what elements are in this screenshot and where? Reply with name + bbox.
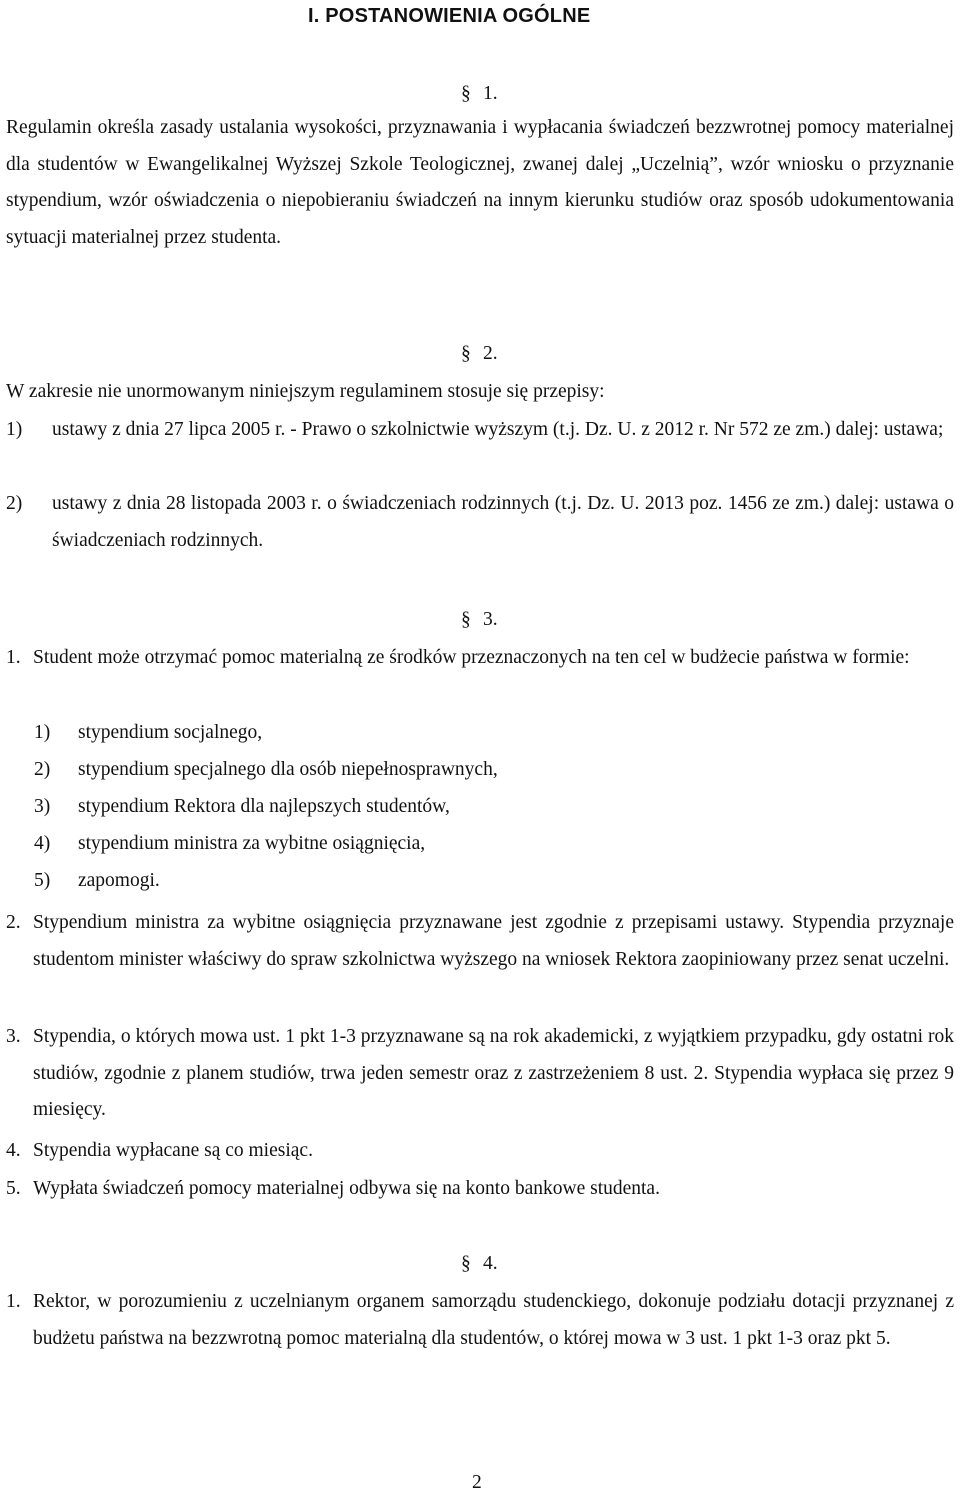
numbered-point [6,1133,954,1170]
section-1-heading [461,80,498,108]
section-sign: § [461,83,471,104]
section-2-heading [461,340,498,368]
point-number: 2. [6,912,21,933]
list-item-number: 4) [34,833,51,854]
numbered-point [6,1019,954,1130]
point-number: 1. [6,1291,21,1312]
point-number: 4. [6,1140,21,1161]
section-number: 3. [483,609,498,630]
point-text: Stypendia wypłacane są co miesiąc. [33,1140,313,1161]
point-number: 1. [6,647,21,668]
section-number: 1. [483,83,498,104]
section-number: 4. [483,1253,498,1274]
point-text: Stypendium ministra za wybitne osiągnięcia przyznawane jest zgodnie z przepisami ustawy. Stypendia przyznaje studentom minister właściwy do spraw szkolnictwa wyższego na wniosek Rektora zaopiniowany przez senat uczelni. [33,912,954,970]
list-item [34,789,954,826]
point-text: Rektor, w porozumieniu z uczelnianym organem samorządu studenckiego, dokonuje podziału dotacji przyznanej z budżetu państwa na bezzwrotną pomoc materialną dla studentów, o której mowa w 3 ust. 1 pkt 1-3 oraz pkt 5. [33,1291,954,1349]
numbered-point [6,905,954,1016]
list-item-number: 3) [34,796,51,817]
list-item [34,752,954,789]
list-item-text: stypendium ministra za wybitne osiągnięcia, [78,833,426,854]
section-sign: § [461,1253,471,1274]
point-text: Wypłata świadczeń pomocy materialnej odbywa się na konto bankowe studenta. [33,1178,660,1199]
list-item-number: 2) [6,493,23,514]
list-item-number: 1) [6,419,23,440]
list-item-text: ustawy z dnia 27 lipca 2005 r. - Prawo o szkolnictwie wyższym (t.j. Dz. U. z 2012 r. Nr 572 ze zm.) dalej: ustawa; [52,419,944,440]
list-item-text: zapomogi. [78,870,160,891]
list-item-text: stypendium specjalnego dla osób niepełnosprawnych, [78,759,498,780]
numbered-point [6,1171,954,1208]
list-item-number: 2) [34,759,51,780]
section-number: 2. [483,343,498,364]
section-3-heading [461,606,498,634]
point-number: 5. [6,1178,21,1199]
list-item [6,412,954,486]
list-item-text: stypendium Rektora dla najlepszych studentów, [78,796,450,817]
list-item [34,715,954,752]
section-4-heading [461,1250,498,1278]
page-number: 2 [472,1472,482,1493]
chapter-heading: I. POSTANOWIENIA OGÓLNE [308,5,591,27]
list-item-number: 5) [34,870,51,891]
list-item [34,863,954,900]
point-number: 3. [6,1026,21,1047]
section-1-text: Regulamin określa zasady ustalania wysokości, przyznawania i wypłacania świadczeń bezzwrotnej pomocy materialnej dla studentów w Ewangelikalnej Wyższej Szkole Teologicznej, zwanej dalej „Uczelnią”, wzór wniosku o przyznanie stypendium, wzór oświadczenia o niepobieraniu świadczeń na innym kierunku studiów oraz sposób udokumentowania sytuacji materialnej przez studenta. [6,117,954,248]
list-item-text: ustawy z dnia 28 listopada 2003 r. o świadczeniach rodzinnych (t.j. Dz. U. 2013 poz. 1456 ze zm.) dalej: ustawa o świadczeniach rodzinnych. [52,493,954,551]
numbered-point [6,640,954,714]
section-2-intro: W zakresie nie unormowanym niniejszym regulaminem stosuje się przepisy: [6,381,605,402]
point-text: Student może otrzymać pomoc materialną ze środków przeznaczonych na ten cel w budżecie państwa w formie: [33,647,910,668]
section-sign: § [461,343,471,364]
list-item-number: 1) [34,722,51,743]
list-item [34,826,954,863]
point-text: Stypendia, o których mowa ust. 1 pkt 1-3 przyznawane są na rok akademicki, z wyjątkiem przypadku, gdy ostatni rok studiów, zgodnie z planem studiów, trwa jeden semestr oraz z zastrzeżeniem 8 ust. 2. Stypendia wypłaca się przez 9 miesięcy. [33,1026,954,1120]
section-sign: § [461,609,471,630]
list-item [6,486,954,560]
numbered-point [6,1284,954,1395]
list-item-text: stypendium socjalnego, [78,722,263,743]
